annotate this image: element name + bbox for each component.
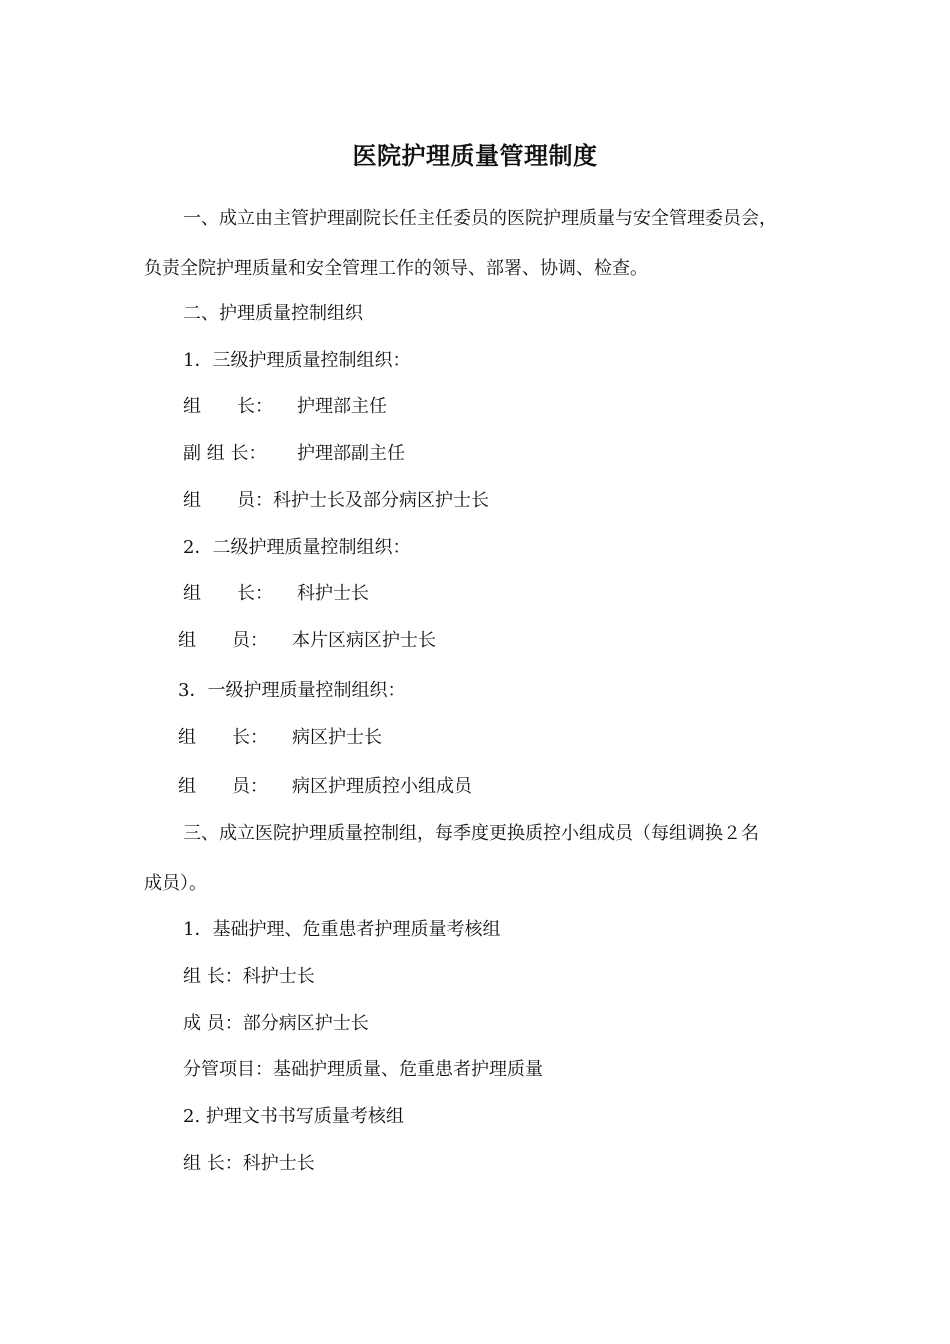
group-1-scope: 分管项目：基础护理质量、危重患者护理质量 [183, 1059, 543, 1080]
level-1-member-row [0, 773, 950, 801]
level-3-deputy-label: 副 组 长： [183, 443, 267, 464]
section-2-heading: 二、护理质量控制组织 [183, 303, 363, 324]
level-3-deputy-value: 护理部副主任 [297, 443, 405, 464]
section-3-line-2: 成员）。 [144, 873, 207, 894]
paragraph-1-line-1: 一、成立由主管护理副院长任主任委员的医院护理质量与安全管理委员会， [183, 208, 777, 229]
level-3-leader-value: 护理部主任 [297, 396, 387, 417]
level-1-member-label: 组 员： [178, 776, 268, 797]
level-1-heading: 3．一级护理质量控制组织： [178, 680, 406, 701]
level-3-leader-row [0, 393, 950, 421]
group-1-heading: 1．基础护理、危重患者护理质量考核组 [183, 919, 501, 940]
level-3-heading: 1．三级护理质量控制组织： [183, 350, 411, 371]
level-2-leader-label: 组 长： [183, 583, 273, 604]
document-title: 医院护理质量管理制度 [352, 142, 598, 170]
group-2-leader: 组 长：科护士长 [183, 1153, 315, 1174]
group-2-heading: 2. 护理文书书写质量考核组 [183, 1106, 404, 1127]
level-3-member-line: 组 员：科护士长及部分病区护士长 [183, 490, 489, 511]
level-2-heading: 2．二级护理质量控制组织： [183, 537, 411, 558]
level-2-member-label: 组 员： [178, 630, 268, 651]
level-3-deputy-row [0, 440, 950, 468]
level-3-leader-label: 组 长： [183, 396, 273, 417]
level-1-leader-label: 组 长： [178, 727, 268, 748]
level-1-leader-row [0, 724, 950, 752]
group-1-members: 成 员：部分病区护士长 [183, 1013, 369, 1034]
section-3-line-1: 三、成立医院护理质量控制组，每季度更换质控小组成员（每组调换２名 [183, 823, 759, 844]
paragraph-1-line-2: 负责全院护理质量和安全管理工作的领导、部署、协调、检查。 [144, 258, 648, 279]
level-2-leader-row [0, 580, 950, 608]
level-2-leader-value: 科护士长 [297, 583, 369, 604]
level-2-member-value: 本片区病区护士长 [292, 630, 436, 651]
level-1-leader-value: 病区护士长 [292, 727, 382, 748]
level-2-member-row [0, 627, 950, 655]
level-1-member-value: 病区护理质控小组成员 [292, 776, 472, 797]
group-1-leader: 组 长：科护士长 [183, 966, 315, 987]
